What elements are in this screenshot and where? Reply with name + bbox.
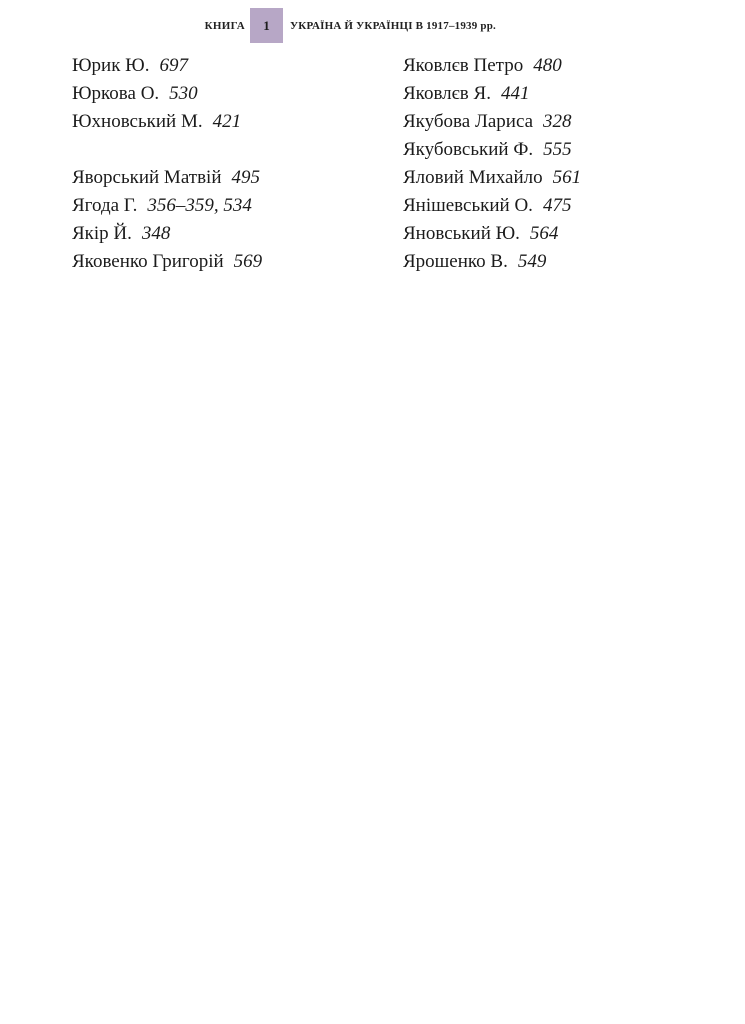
letter-group-gap xyxy=(72,136,262,164)
index-entry xyxy=(72,248,262,276)
index-entry xyxy=(72,80,262,108)
index-entry xyxy=(403,220,581,248)
index-entry xyxy=(72,52,262,80)
entry-name: Ярошенко В. xyxy=(403,251,508,272)
entry-name: Юрик Ю. xyxy=(72,55,150,76)
entry-pages: 328 xyxy=(543,111,572,132)
index-entry xyxy=(403,108,581,136)
entry-name: Яловий Михайло xyxy=(403,167,543,188)
index-entry xyxy=(72,108,262,136)
entry-name: Юхновський М. xyxy=(72,111,203,132)
entry-name: Янішевський О. xyxy=(403,195,533,216)
entry-pages: 697 xyxy=(159,55,188,76)
entry-pages: 564 xyxy=(529,223,559,244)
entry-pages: 475 xyxy=(542,195,572,216)
book-label: КНИГА xyxy=(204,20,245,32)
entry-pages: 569 xyxy=(233,251,263,272)
index-column-right xyxy=(403,52,581,276)
entry-name: Якубовський Ф. xyxy=(403,139,534,160)
entry-pages: 549 xyxy=(517,251,547,272)
entry-pages: 555 xyxy=(543,139,572,160)
index-entry xyxy=(403,248,581,276)
index-entry xyxy=(403,192,581,220)
index-entry xyxy=(403,80,581,108)
entry-pages: 480 xyxy=(533,55,562,76)
book-title: УКРАЇНА Й УКРАЇНЦІ В 1917–1939 рр. xyxy=(290,20,496,32)
entry-name: Ягода Г. xyxy=(72,195,138,216)
entry-name: Юркова О. xyxy=(72,83,160,104)
index-column-left xyxy=(72,52,262,276)
entry-name: Яновський Ю. xyxy=(403,223,520,244)
index-entry xyxy=(403,164,581,192)
index-entry xyxy=(403,52,581,80)
index-entry xyxy=(72,220,262,248)
entry-name: Яковлєв Петро xyxy=(403,55,524,76)
entry-pages: 356–359, 534 xyxy=(147,195,252,216)
entry-pages: 495 xyxy=(231,167,260,188)
entry-pages: 348 xyxy=(141,223,171,244)
index-entry xyxy=(72,192,262,220)
index-entry xyxy=(403,136,581,164)
entry-pages: 561 xyxy=(552,167,582,188)
entry-pages: 441 xyxy=(500,83,530,104)
entry-name: Яковлєв Я. xyxy=(403,83,491,104)
running-header xyxy=(0,8,745,44)
book-number-badge: 1 xyxy=(250,8,283,43)
entry-name: Якубова Лариса xyxy=(403,111,534,132)
entry-pages: 421 xyxy=(212,111,242,132)
entry-name: Яворський Матвій xyxy=(72,167,222,188)
entry-name: Яковенко Григорій xyxy=(72,251,224,272)
entry-pages: 530 xyxy=(169,83,198,104)
index-entry xyxy=(72,164,262,192)
entry-name: Якір Й. xyxy=(72,223,132,244)
